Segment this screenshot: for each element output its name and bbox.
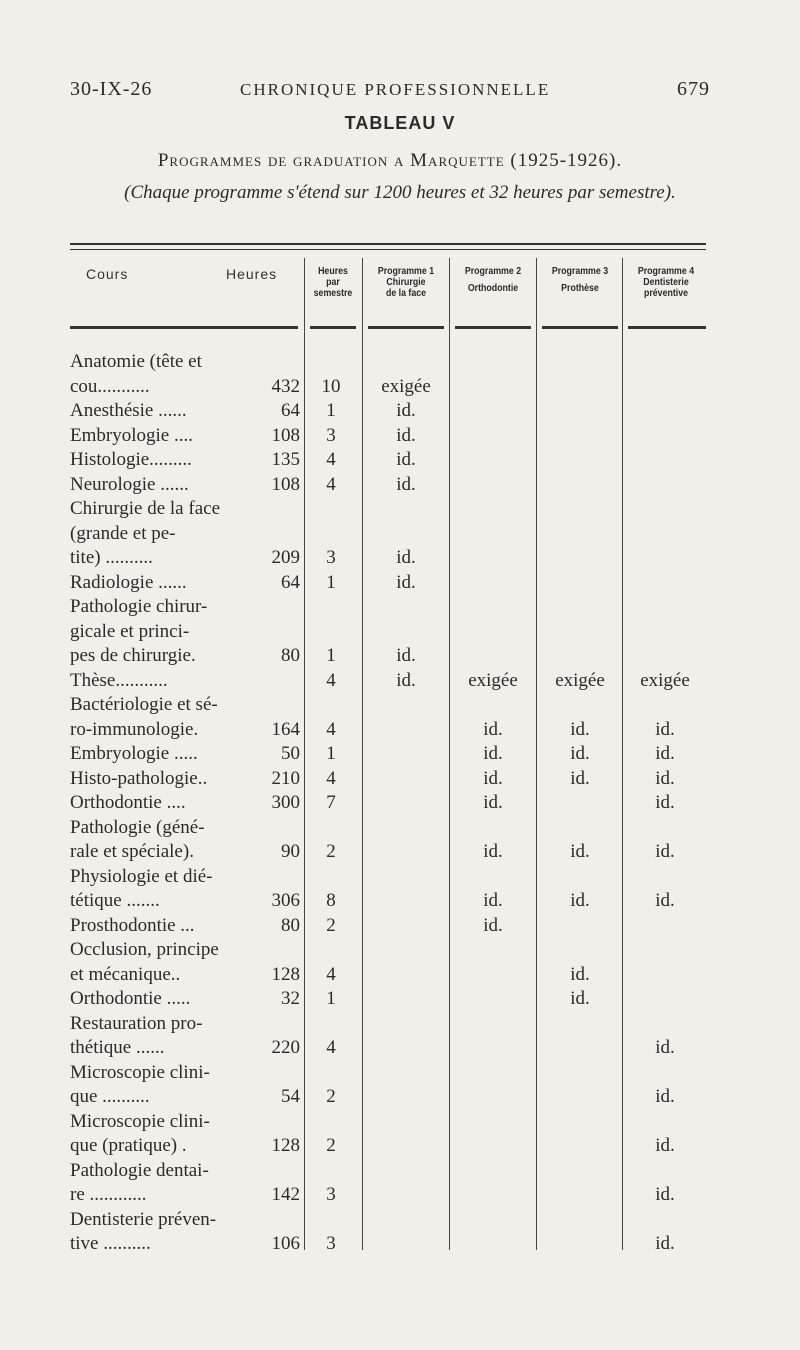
course-name	[70, 1208, 248, 1257]
programme-3-cell: id.	[570, 743, 590, 764]
course-name	[70, 497, 248, 571]
hours-cell: 106	[271, 1233, 300, 1254]
hours-cell: 64	[281, 400, 300, 421]
course-name-line: Histo-pathologie..	[70, 767, 208, 789]
course-name	[70, 938, 248, 987]
semester-hours-cell: 2	[326, 914, 336, 936]
course-name-line: ro-immunologie.	[70, 718, 199, 740]
table-row	[70, 767, 710, 792]
course-name-line: tive ..........	[70, 1233, 151, 1254]
course-name-line: Pathologie (géné-	[70, 816, 205, 838]
programme-4-cell: id.	[655, 1086, 675, 1107]
course-name-line: Microscopie clini-	[70, 1110, 210, 1132]
course-name-line: pes de chirurgie.	[70, 645, 196, 666]
table-top-rule-thin	[70, 249, 706, 250]
course-name	[70, 1110, 248, 1159]
hours-cell: 80	[281, 914, 300, 936]
course-name-line: re ............	[70, 1184, 147, 1205]
programme-4-cell: id.	[655, 718, 675, 740]
course-name-line: Dentisterie préven-	[70, 1208, 217, 1230]
course-name-line: et mécanique..	[70, 963, 181, 985]
header-underline	[628, 326, 706, 329]
table-row	[70, 938, 710, 987]
course-name-line: Anesthésie ......	[70, 400, 187, 421]
course-name	[70, 1012, 248, 1061]
column-header-heures: Heures	[226, 266, 278, 282]
column-header-line: Programme 2	[464, 266, 522, 277]
course-name	[70, 1061, 248, 1110]
column-header-programme-1	[369, 266, 443, 299]
table-top-rule	[70, 243, 706, 245]
programme-1-cell: id.	[396, 449, 416, 470]
course-name	[70, 791, 248, 816]
course-name-line: Pathologie chirur-	[70, 596, 208, 617]
course-name-line: Restauration pro-	[70, 1012, 203, 1034]
header-underline	[310, 326, 356, 329]
semester-hours-cell: 4	[326, 963, 336, 985]
hours-cell: 108	[271, 473, 300, 495]
table-row	[70, 1061, 710, 1110]
course-name-line: thétique ......	[70, 1037, 165, 1058]
programme-3-cell: id.	[570, 841, 590, 862]
column-header-line: par	[326, 277, 340, 288]
course-name	[70, 767, 248, 792]
semester-hours-cell: 4	[326, 473, 336, 495]
course-name	[70, 424, 248, 449]
programme-2-cell: id.	[483, 890, 503, 911]
course-name-line: Bactériologie et sé-	[70, 694, 218, 715]
header-section: CHRONIQUE PROFESSIONNELLE	[240, 80, 551, 99]
column-header-programme-4	[629, 266, 703, 299]
semester-hours-cell: 4	[326, 449, 336, 470]
programme-1-cell: id.	[396, 400, 416, 421]
semester-hours-cell: 1	[326, 645, 336, 666]
semester-hours-cell: 3	[326, 547, 336, 568]
semester-hours-cell: 1	[326, 743, 336, 764]
semester-hours-cell: 2	[326, 1135, 336, 1156]
course-name	[70, 865, 248, 914]
hours-cell: 306	[271, 890, 300, 911]
semester-hours-cell: 8	[326, 890, 336, 911]
table-title: TABLEAU V	[344, 113, 456, 133]
course-name	[70, 350, 248, 399]
table-row	[70, 914, 710, 939]
column-header-line: Programme 4	[637, 266, 695, 277]
hours-cell: 220	[271, 1037, 300, 1058]
semester-hours-cell: 3	[326, 424, 336, 446]
course-name	[70, 693, 248, 742]
programme-2-cell: exigée	[468, 669, 518, 691]
table-subtitle: Programmes de graduation a Marquette (1925-1926).	[157, 150, 623, 171]
hours-cell: 135	[271, 449, 300, 470]
column-header-line: semestre	[313, 288, 353, 299]
column-header-line: Orthodontie	[467, 283, 519, 294]
programme-4-cell: id.	[655, 890, 675, 911]
programme-1-cell: exigée	[381, 375, 431, 397]
table-row	[70, 595, 710, 669]
column-header-heures-semestre	[309, 266, 357, 299]
course-name	[70, 816, 248, 865]
course-name-line: Prosthodontie ...	[70, 914, 195, 936]
programme-3-cell: exigée	[555, 669, 605, 691]
course-name-line: que (pratique) .	[70, 1135, 187, 1156]
programme-3-cell: id.	[570, 718, 590, 740]
header-underline	[455, 326, 531, 329]
table-row	[70, 865, 710, 914]
table-row	[70, 1208, 710, 1257]
course-name	[70, 448, 248, 473]
page-number: 679	[677, 78, 710, 100]
course-name-line: Anatomie (tête et	[70, 351, 202, 372]
course-name	[70, 571, 248, 596]
programme-3-cell: id.	[570, 767, 590, 789]
programme-4-cell: id.	[655, 792, 675, 813]
table-note: (Chaque programme s'étend sur 1200 heures et 32 heures par semestre).	[124, 182, 676, 203]
table-row	[70, 816, 710, 865]
programme-2-cell: id.	[483, 792, 503, 813]
semester-hours-cell: 1	[326, 400, 336, 421]
programme-4-cell: id.	[655, 743, 675, 764]
table-row	[70, 1012, 710, 1061]
running-header	[70, 78, 710, 102]
programme-2-cell: id.	[483, 841, 503, 862]
hours-cell: 80	[281, 645, 300, 666]
header-date: 30-IX-26	[70, 78, 153, 100]
course-name-line: cou...........	[70, 375, 150, 397]
table-row	[70, 424, 710, 449]
course-name-line: Microscopie clini-	[70, 1061, 210, 1083]
programme-1-cell: id.	[396, 547, 416, 568]
course-name	[70, 1159, 248, 1208]
programme-2-cell: id.	[483, 743, 503, 764]
hours-cell: 209	[271, 547, 300, 568]
course-name-line: Chirurgie de la face	[70, 498, 220, 519]
hours-cell: 64	[281, 571, 300, 593]
column-header-programme-2	[456, 266, 530, 294]
programme-2-cell: id.	[483, 914, 503, 936]
course-name	[70, 399, 248, 424]
course-name-line: Orthodontie .....	[70, 988, 191, 1009]
table-row	[70, 497, 710, 571]
table-row	[70, 473, 710, 498]
hours-cell: 164	[271, 718, 300, 740]
course-name-line: que ..........	[70, 1086, 150, 1107]
hours-cell: 128	[271, 963, 300, 985]
table-row	[70, 791, 710, 816]
table-row	[70, 350, 710, 399]
course-name-line: tite) ..........	[70, 547, 153, 568]
course-name-line: Embryologie .....	[70, 743, 198, 764]
course-name	[70, 742, 248, 767]
semester-hours-cell: 7	[326, 792, 336, 813]
course-name-line: gicale et princi-	[70, 620, 190, 642]
programme-3-cell: id.	[570, 988, 590, 1009]
column-header-programme-3	[543, 266, 617, 294]
hours-cell: 54	[281, 1086, 300, 1107]
semester-hours-cell: 4	[326, 718, 336, 740]
semester-hours-cell: 10	[321, 375, 341, 397]
course-name-line: Neurologie ......	[70, 473, 189, 495]
course-name	[70, 473, 248, 498]
semester-hours-cell: 4	[326, 1037, 336, 1058]
programme-4-cell: id.	[655, 841, 675, 862]
course-name-line: rale et spéciale).	[70, 841, 194, 862]
course-name-line: Embryologie ....	[70, 424, 193, 446]
semester-hours-cell: 1	[326, 988, 336, 1009]
programme-2-cell: id.	[483, 767, 503, 789]
programme-1-cell: id.	[396, 424, 416, 446]
column-header-line: Heures	[318, 266, 348, 277]
header-underline	[368, 326, 444, 329]
table-row	[70, 669, 710, 694]
course-name-line: Orthodontie ....	[70, 792, 186, 813]
table-row	[70, 399, 710, 424]
semester-hours-cell: 4	[326, 767, 336, 789]
programme-1-cell: id.	[396, 571, 416, 593]
programme-4-cell: exigée	[640, 669, 690, 691]
programme-4-cell: id.	[655, 1037, 675, 1058]
programme-1-cell: id.	[396, 669, 416, 691]
hours-cell: 300	[271, 792, 300, 813]
table-row	[70, 571, 710, 596]
table-body	[70, 350, 710, 1257]
column-header-line: Chirurgie	[386, 277, 426, 288]
header-underline	[70, 326, 298, 329]
column-header-line: Programme 1	[377, 266, 435, 277]
programme-4-cell: id.	[655, 767, 675, 789]
course-name	[70, 914, 248, 939]
column-header-line: Prothèse	[561, 283, 599, 294]
programme-4-cell: id.	[655, 1135, 675, 1156]
column-header-line: Dentisterie	[643, 277, 689, 288]
column-header-line: Programme 3	[551, 266, 609, 277]
table-row	[70, 1110, 710, 1159]
header-underline	[542, 326, 618, 329]
hours-cell: 432	[271, 375, 300, 397]
course-name-line: Radiologie ......	[70, 571, 187, 593]
hours-cell: 50	[281, 743, 300, 764]
hours-cell: 32	[281, 988, 300, 1009]
course-name-line: Pathologie dentai-	[70, 1159, 209, 1181]
course-name-line: Physiologie et dié-	[70, 865, 213, 887]
table-row	[70, 1159, 710, 1208]
table-row	[70, 693, 710, 742]
semester-hours-cell: 2	[326, 841, 336, 862]
hours-cell: 108	[271, 424, 300, 446]
course-name	[70, 669, 248, 694]
course-name-line: (grande et pe-	[70, 522, 176, 544]
course-name-line: Thèse...........	[70, 669, 168, 691]
programme-3-cell: id.	[570, 963, 590, 985]
course-name-line: Histologie.........	[70, 449, 192, 470]
semester-hours-cell: 3	[326, 1233, 336, 1254]
programme-1-cell: id.	[396, 473, 416, 495]
semester-hours-cell: 1	[326, 571, 336, 593]
hours-cell: 90	[281, 841, 300, 862]
semester-hours-cell: 3	[326, 1184, 336, 1205]
course-name-line: Occlusion, principe	[70, 939, 219, 960]
course-name	[70, 595, 248, 669]
course-name	[70, 987, 248, 1012]
table-row	[70, 987, 710, 1012]
course-name-line: tétique .......	[70, 890, 160, 911]
programme-1-cell: id.	[396, 645, 416, 666]
hours-cell: 142	[271, 1184, 300, 1205]
programme-2-cell: id.	[483, 718, 503, 740]
table-row	[70, 448, 710, 473]
programme-4-cell: id.	[655, 1233, 675, 1254]
programme-4-cell: id.	[655, 1184, 675, 1205]
hours-cell: 128	[271, 1135, 300, 1156]
column-header-cours: Cours	[86, 266, 129, 282]
semester-hours-cell: 4	[326, 669, 336, 691]
table-row	[70, 742, 710, 767]
column-header-line: préventive	[643, 288, 689, 299]
column-header-line: de la face	[385, 288, 427, 299]
programme-3-cell: id.	[570, 890, 590, 911]
hours-cell: 210	[271, 767, 300, 789]
semester-hours-cell: 2	[326, 1086, 336, 1107]
